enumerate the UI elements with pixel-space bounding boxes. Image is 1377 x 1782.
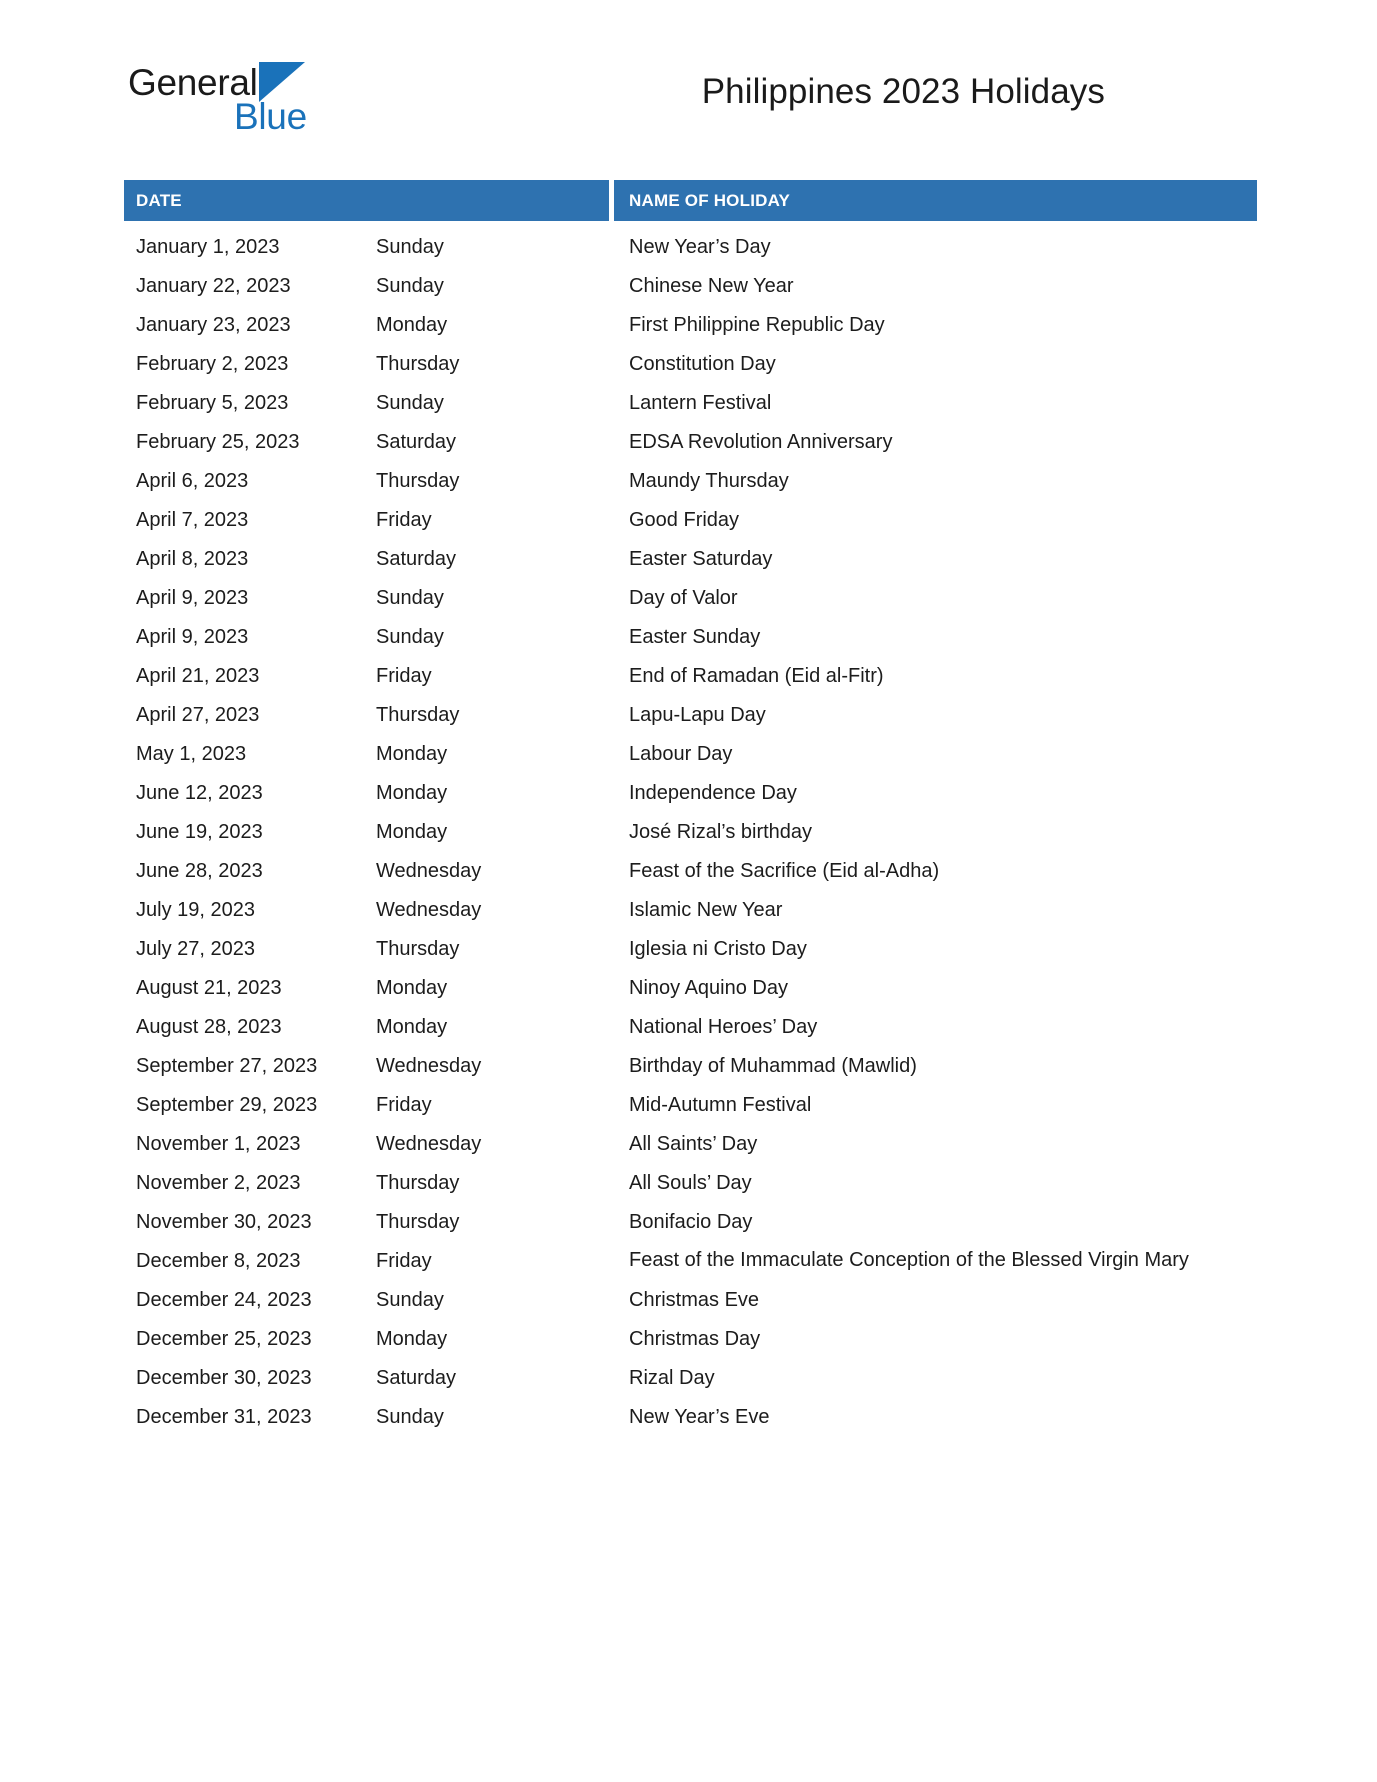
cell-holiday-name: Bonifacio Day [629, 1211, 753, 1233]
table-row [124, 345, 1257, 384]
cell-weekday: Monday [376, 1016, 448, 1038]
cell-date: September 29, 2023 [136, 1094, 318, 1116]
cell-date: June 28, 2023 [136, 860, 263, 882]
cell-weekday: Monday [376, 782, 448, 804]
cell-holiday-name: End of Ramadan (Eid al-Fitr) [629, 665, 884, 687]
cell-date: January 23, 2023 [136, 314, 291, 336]
cell-holiday-name: National Heroes’ Day [629, 1016, 818, 1038]
page-title: Philippines 2023 Holidays [701, 72, 1105, 111]
cell-date: June 12, 2023 [136, 782, 263, 804]
cell-weekday: Sunday [376, 392, 444, 414]
cell-date: August 28, 2023 [136, 1016, 282, 1038]
table-row [124, 1242, 1257, 1281]
cell-date: May 1, 2023 [136, 743, 247, 765]
table-row [124, 1359, 1257, 1398]
table-row [124, 1281, 1257, 1320]
cell-holiday-name: Labour Day [629, 743, 733, 765]
logo-general-text: General [128, 62, 258, 103]
cell-weekday: Wednesday [376, 1055, 482, 1077]
cell-date: December 24, 2023 [136, 1289, 312, 1311]
cell-weekday: Sunday [376, 626, 444, 648]
cell-date: December 25, 2023 [136, 1328, 312, 1350]
table-row [124, 1164, 1257, 1203]
cell-weekday: Friday [376, 1094, 432, 1116]
cell-weekday: Monday [376, 821, 448, 843]
table-row [124, 462, 1257, 501]
table-row [124, 930, 1257, 969]
cell-date: April 6, 2023 [136, 470, 249, 492]
cell-weekday: Thursday [376, 470, 460, 492]
cell-weekday: Thursday [376, 353, 460, 375]
cell-weekday: Wednesday [376, 1133, 482, 1155]
cell-date: November 1, 2023 [136, 1133, 301, 1155]
table-row [124, 384, 1257, 423]
table-row [124, 1125, 1257, 1164]
cell-weekday: Friday [376, 665, 432, 687]
column-header-date: DATE [124, 180, 609, 221]
cell-weekday: Friday [376, 1250, 432, 1272]
table-row [124, 852, 1257, 891]
cell-holiday-name: Christmas Day [629, 1328, 761, 1350]
cell-date: April 7, 2023 [136, 509, 249, 531]
logo-blue-text: Blue [234, 96, 307, 137]
cell-holiday-name: First Philippine Republic Day [629, 314, 885, 336]
table-row [124, 501, 1257, 540]
column-header-name-of-holiday: NAME OF HOLIDAY [614, 180, 1257, 221]
cell-holiday-name: Feast of the Immaculate Conception of the Blessed Virgin Mary [629, 1249, 1189, 1271]
cell-date: August 21, 2023 [136, 977, 282, 999]
cell-weekday: Saturday [376, 431, 457, 453]
cell-holiday-name: Mid-Autumn Festival [629, 1094, 812, 1116]
cell-date: June 19, 2023 [136, 821, 263, 843]
table-row [124, 696, 1257, 735]
cell-weekday: Thursday [376, 704, 460, 726]
cell-holiday-name: José Rizal’s birthday [629, 821, 813, 843]
cell-date: April 9, 2023 [136, 626, 249, 648]
table-row [124, 1047, 1257, 1086]
cell-weekday: Monday [376, 314, 448, 336]
cell-weekday: Wednesday [376, 860, 482, 882]
holidays-table [124, 180, 1257, 1437]
cell-holiday-name: Chinese New Year [629, 275, 794, 297]
cell-holiday-name: Rizal Day [629, 1367, 715, 1389]
table-row [124, 1320, 1257, 1359]
cell-holiday-name: Independence Day [629, 782, 797, 804]
cell-weekday: Thursday [376, 938, 460, 960]
cell-weekday: Wednesday [376, 899, 482, 921]
cell-holiday-name: Christmas Eve [629, 1289, 760, 1311]
table-row [124, 735, 1257, 774]
cell-holiday-name: Day of Valor [629, 587, 738, 609]
cell-date: April 8, 2023 [136, 548, 249, 570]
cell-holiday-name: Constitution Day [629, 353, 776, 375]
cell-weekday: Friday [376, 509, 432, 531]
table-row [124, 540, 1257, 579]
table-row [124, 1203, 1257, 1242]
cell-date: July 27, 2023 [136, 938, 255, 960]
table-row [124, 618, 1257, 657]
cell-date: April 9, 2023 [136, 587, 249, 609]
cell-date: April 21, 2023 [136, 665, 260, 687]
cell-holiday-name: Lapu-Lapu Day [629, 704, 766, 726]
cell-holiday-name: All Souls’ Day [629, 1172, 752, 1194]
table-row [124, 969, 1257, 1008]
document-header [0, 0, 1377, 160]
cell-weekday: Monday [376, 743, 448, 765]
cell-holiday-name: Islamic New Year [629, 899, 783, 921]
cell-weekday: Sunday [376, 236, 444, 258]
table-row [124, 228, 1257, 267]
cell-holiday-name: New Year’s Day [629, 236, 771, 258]
cell-weekday: Thursday [376, 1211, 460, 1233]
cell-weekday: Monday [376, 977, 448, 999]
cell-date: December 31, 2023 [136, 1406, 312, 1428]
cell-holiday-name: New Year’s Eve [629, 1406, 770, 1428]
cell-holiday-name: Feast of the Sacrifice (Eid al-Adha) [629, 860, 940, 882]
cell-date: February 2, 2023 [136, 353, 289, 375]
cell-date: September 27, 2023 [136, 1055, 318, 1077]
cell-weekday: Thursday [376, 1172, 460, 1194]
table-header-row [124, 180, 1257, 221]
cell-holiday-name: Birthday of Muhammad (Mawlid) [629, 1055, 917, 1077]
cell-date: November 2, 2023 [136, 1172, 301, 1194]
table-row [124, 891, 1257, 930]
cell-date: December 8, 2023 [136, 1250, 301, 1272]
table-row [124, 423, 1257, 462]
cell-weekday: Sunday [376, 587, 444, 609]
cell-weekday: Sunday [376, 275, 444, 297]
table-body [124, 221, 1257, 1437]
table-row [124, 267, 1257, 306]
cell-date: April 27, 2023 [136, 704, 260, 726]
table-row [124, 1008, 1257, 1047]
table-row [124, 774, 1257, 813]
table-row [124, 813, 1257, 852]
cell-holiday-name: Ninoy Aquino Day [629, 977, 788, 999]
cell-date: February 5, 2023 [136, 392, 289, 414]
cell-date: December 30, 2023 [136, 1367, 312, 1389]
table-row [124, 657, 1257, 696]
cell-weekday: Sunday [376, 1406, 444, 1428]
cell-holiday-name: Lantern Festival [629, 392, 772, 414]
cell-holiday-name: Good Friday [629, 509, 740, 531]
cell-weekday: Saturday [376, 1367, 457, 1389]
table-row [124, 1398, 1257, 1437]
cell-holiday-name: Iglesia ni Cristo Day [629, 938, 807, 960]
cell-weekday: Sunday [376, 1289, 444, 1311]
cell-holiday-name: Easter Saturday [629, 548, 773, 570]
cell-holiday-name: Maundy Thursday [629, 470, 789, 492]
table-row [124, 306, 1257, 345]
general-blue-logo [128, 62, 328, 142]
cell-weekday: Saturday [376, 548, 457, 570]
cell-holiday-name: EDSA Revolution Anniversary [629, 431, 893, 453]
cell-holiday-name: All Saints’ Day [629, 1133, 758, 1155]
cell-date: July 19, 2023 [136, 899, 255, 921]
cell-date: February 25, 2023 [136, 431, 300, 453]
cell-holiday-name: Easter Sunday [629, 626, 761, 648]
cell-date: January 1, 2023 [136, 236, 280, 258]
table-row [124, 579, 1257, 618]
cell-date: January 22, 2023 [136, 275, 291, 297]
cell-weekday: Monday [376, 1328, 448, 1350]
cell-date: November 30, 2023 [136, 1211, 312, 1233]
table-row [124, 1086, 1257, 1125]
